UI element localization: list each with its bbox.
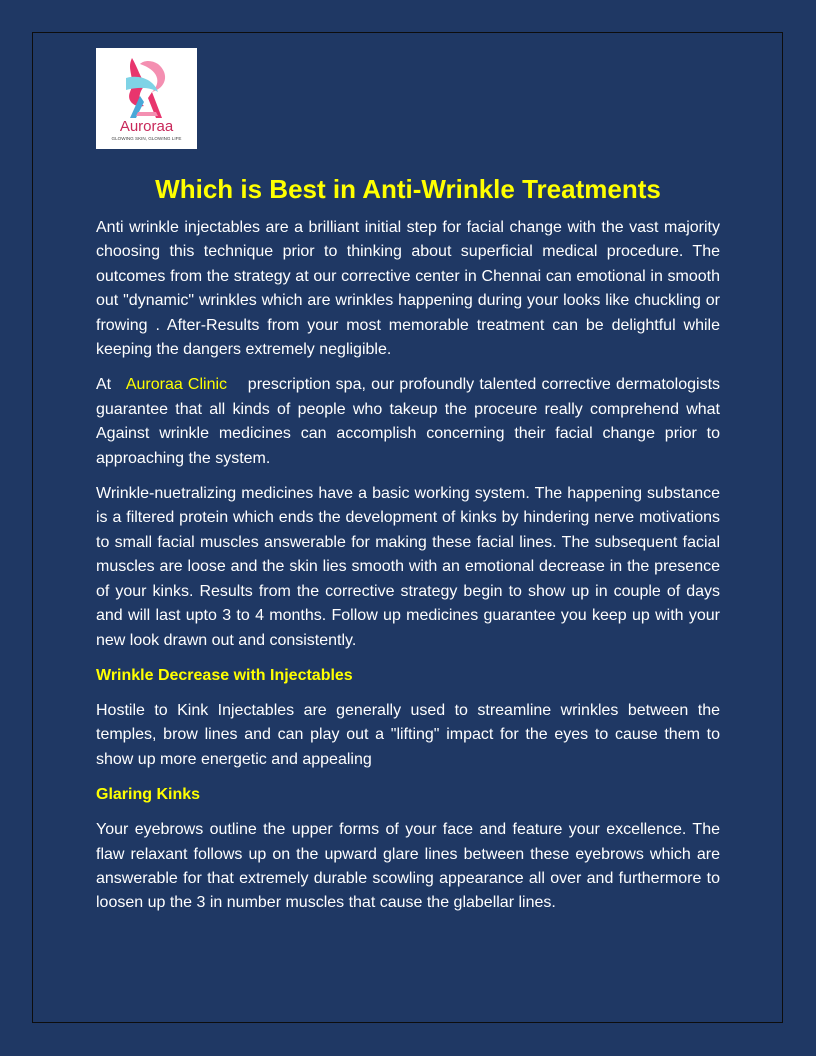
page-title: Which is Best in Anti-Wrinkle Treatments [155, 174, 661, 204]
logo-mark-icon [96, 48, 197, 149]
auroraa-clinic-link[interactable]: Auroraa Clinic [125, 376, 228, 394]
clinic-paragraph-prefix: At [96, 376, 112, 394]
section-heading-glaring-kinks: Glaring Kinks [96, 786, 201, 804]
logo-brand-text: Auroraa [119, 118, 174, 135]
injectables-paragraph: Hostile to Kink Injectables are generally used to streamline wrinkles between the temples, brow lines and can play out a "lifting" impact for the eyes to cause them to show up more energetic and appealing [96, 701, 720, 768]
logo-tagline-text: GLOWING SKIN, GLOWING LIFE [111, 136, 182, 141]
auroraa-logo [96, 48, 197, 149]
intro-paragraph: Anti wrinkle injectables are a brilliant initial step for facial change with the vast majority choosing this technique prior to thinking about superficial medical procedure. The outcomes from the strategy at our corrective center in Chennai can emotional in smooth out "dynamic" wrinkles which are wrinkles happening during your looks like chuckling or frowing . After-Results from your most memorable treatment can be delightful while keeping the dangers extremely negligible. [96, 219, 720, 359]
eyebrows-paragraph: Your eyebrows outline the upper forms of your face and feature your excellence. The flaw relaxant follows up on the upward glare lines between these eyebrows which are answerable for that extremely durable scowling appearance all over and furthermore to loosen up the 3 in number muscles that cause the glabellar lines. [96, 821, 720, 912]
clinic-paragraph-text: prescription spa, our profoundly talented corrective dermatologists guarantee that all kinds of people who takeup the proceure really comprehend what Against wrinkle medicines can accomplish concerning their facial change prior to approaching the system. [96, 376, 721, 467]
article [96, 172, 720, 927]
section-heading-wrinkle-decrease: Wrinkle Decrease with Injectables [96, 666, 353, 684]
mechanism-paragraph: Wrinkle-nuetralizing medicines have a basic working system. The happening substance is a filtered protein which ends the development of kinks by hindering nerve motivations to small facial muscles answerable for making these facial lines. The subsequent facial muscles are loose and the skin lies smooth with an emotional decrease in the presence of your kinks. Results from the corrective strategy begin to show up in couple of days and will last upto 3 to 4 months. Follow up medicines guarantee you keep up with your new look drawn out and consistently. [96, 485, 720, 649]
clinic-paragraph [96, 373, 720, 471]
